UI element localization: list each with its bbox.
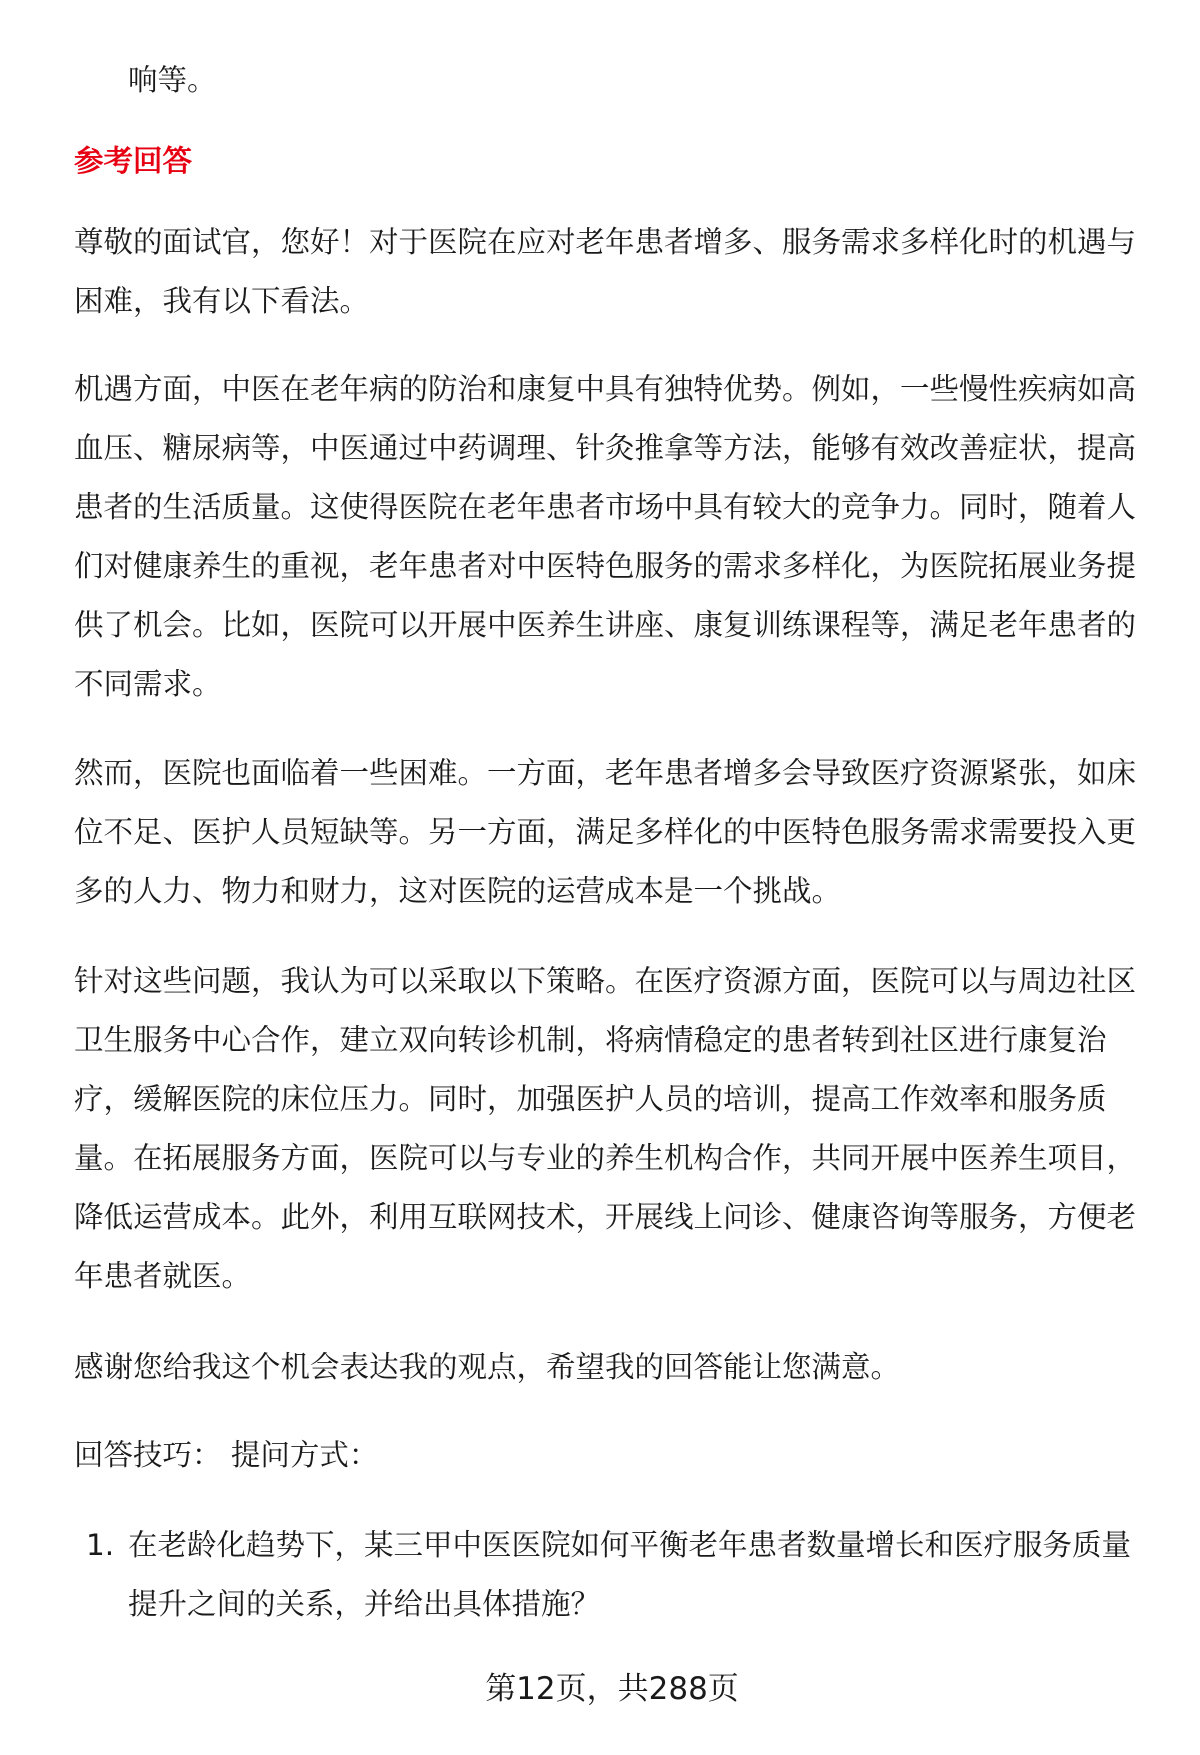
paragraph <box>74 1426 378 1485</box>
text-line: 们对健康养生的重视，老年患者对中医特色服务的需求多样化，为医院拓展业务提 <box>74 549 1137 583</box>
page-number: 第12页，共288页 <box>485 1671 739 1707</box>
paragraph <box>74 360 1136 714</box>
text-line: 卫生服务中心合作，建立双向转诊机制，将病情稳定的患者转到社区进行康复治 <box>74 1023 1107 1057</box>
text-line: 患者的生活质量。这使得医院在老年患者市场中具有较大的竞争力。同时，随着人 <box>74 490 1137 524</box>
text-line: 响等。 <box>128 63 217 97</box>
text-line: 回答技巧： 提问方式： <box>74 1438 379 1472</box>
paragraph <box>74 952 1136 1306</box>
paragraph <box>74 213 1136 331</box>
text-line: 血压、糖尿病等，中医通过中药调理、针灸推拿等方法，能够有效改善症状，提高 <box>74 431 1137 465</box>
list-item <box>128 1516 1131 1634</box>
text-line: 不同需求。 <box>74 667 222 701</box>
list-number: 1. <box>86 1528 115 1562</box>
text-line: 感谢您给我这个机会表达我的观点，希望我的回答能让您满意。 <box>74 1350 901 1384</box>
text-line: 年患者就医。 <box>74 1259 252 1293</box>
text-line: 位不足、医护人员短缺等。另一方面，满足多样化的中医特色服务需求需要投入更 <box>74 815 1137 849</box>
section-heading: 参考回答 <box>74 144 193 178</box>
paragraph <box>74 744 1136 921</box>
text-line: 在老龄化趋势下，某三甲中医医院如何平衡老年患者数量增长和医疗服务质量 <box>128 1528 1132 1562</box>
text-line: 疗，缓解医院的床位压力。同时，加强医护人员的培训，提高工作效率和服务质 <box>74 1082 1107 1116</box>
text-line: 量。在拓展服务方面，医院可以与专业的养生机构合作，共同开展中医养生项目， <box>74 1141 1137 1175</box>
text-line: 降低运营成本。此外，利用互联网技术，开展线上问诊、健康咨询等服务，方便老 <box>74 1200 1137 1234</box>
continuation-text <box>128 51 217 110</box>
text-line: 提升之间的关系，并给出具体措施？ <box>128 1587 601 1621</box>
text-line: 机遇方面，中医在老年病的防治和康复中具有独特优势。例如，一些慢性疾病如高 <box>74 372 1137 406</box>
text-line: 困难，我有以下看法。 <box>74 284 370 318</box>
text-line: 供了机会。比如，医院可以开展中医养生讲座、康复训练课程等，满足老年患者的 <box>74 608 1137 642</box>
paragraph <box>74 1338 900 1397</box>
text-line: 多的人力、物力和财力，这对医院的运营成本是一个挑战。 <box>74 874 842 908</box>
text-line: 尊敬的面试官，您好！对于医院在应对老年患者增多、服务需求多样化时的机遇与 <box>74 225 1137 259</box>
text-line: 然而，医院也面临着一些困难。一方面，老年患者增多会导致医疗资源紧张，如床 <box>74 756 1137 790</box>
text-line: 针对这些问题，我认为可以采取以下策略。在医疗资源方面，医院可以与周边社区 <box>74 964 1137 998</box>
